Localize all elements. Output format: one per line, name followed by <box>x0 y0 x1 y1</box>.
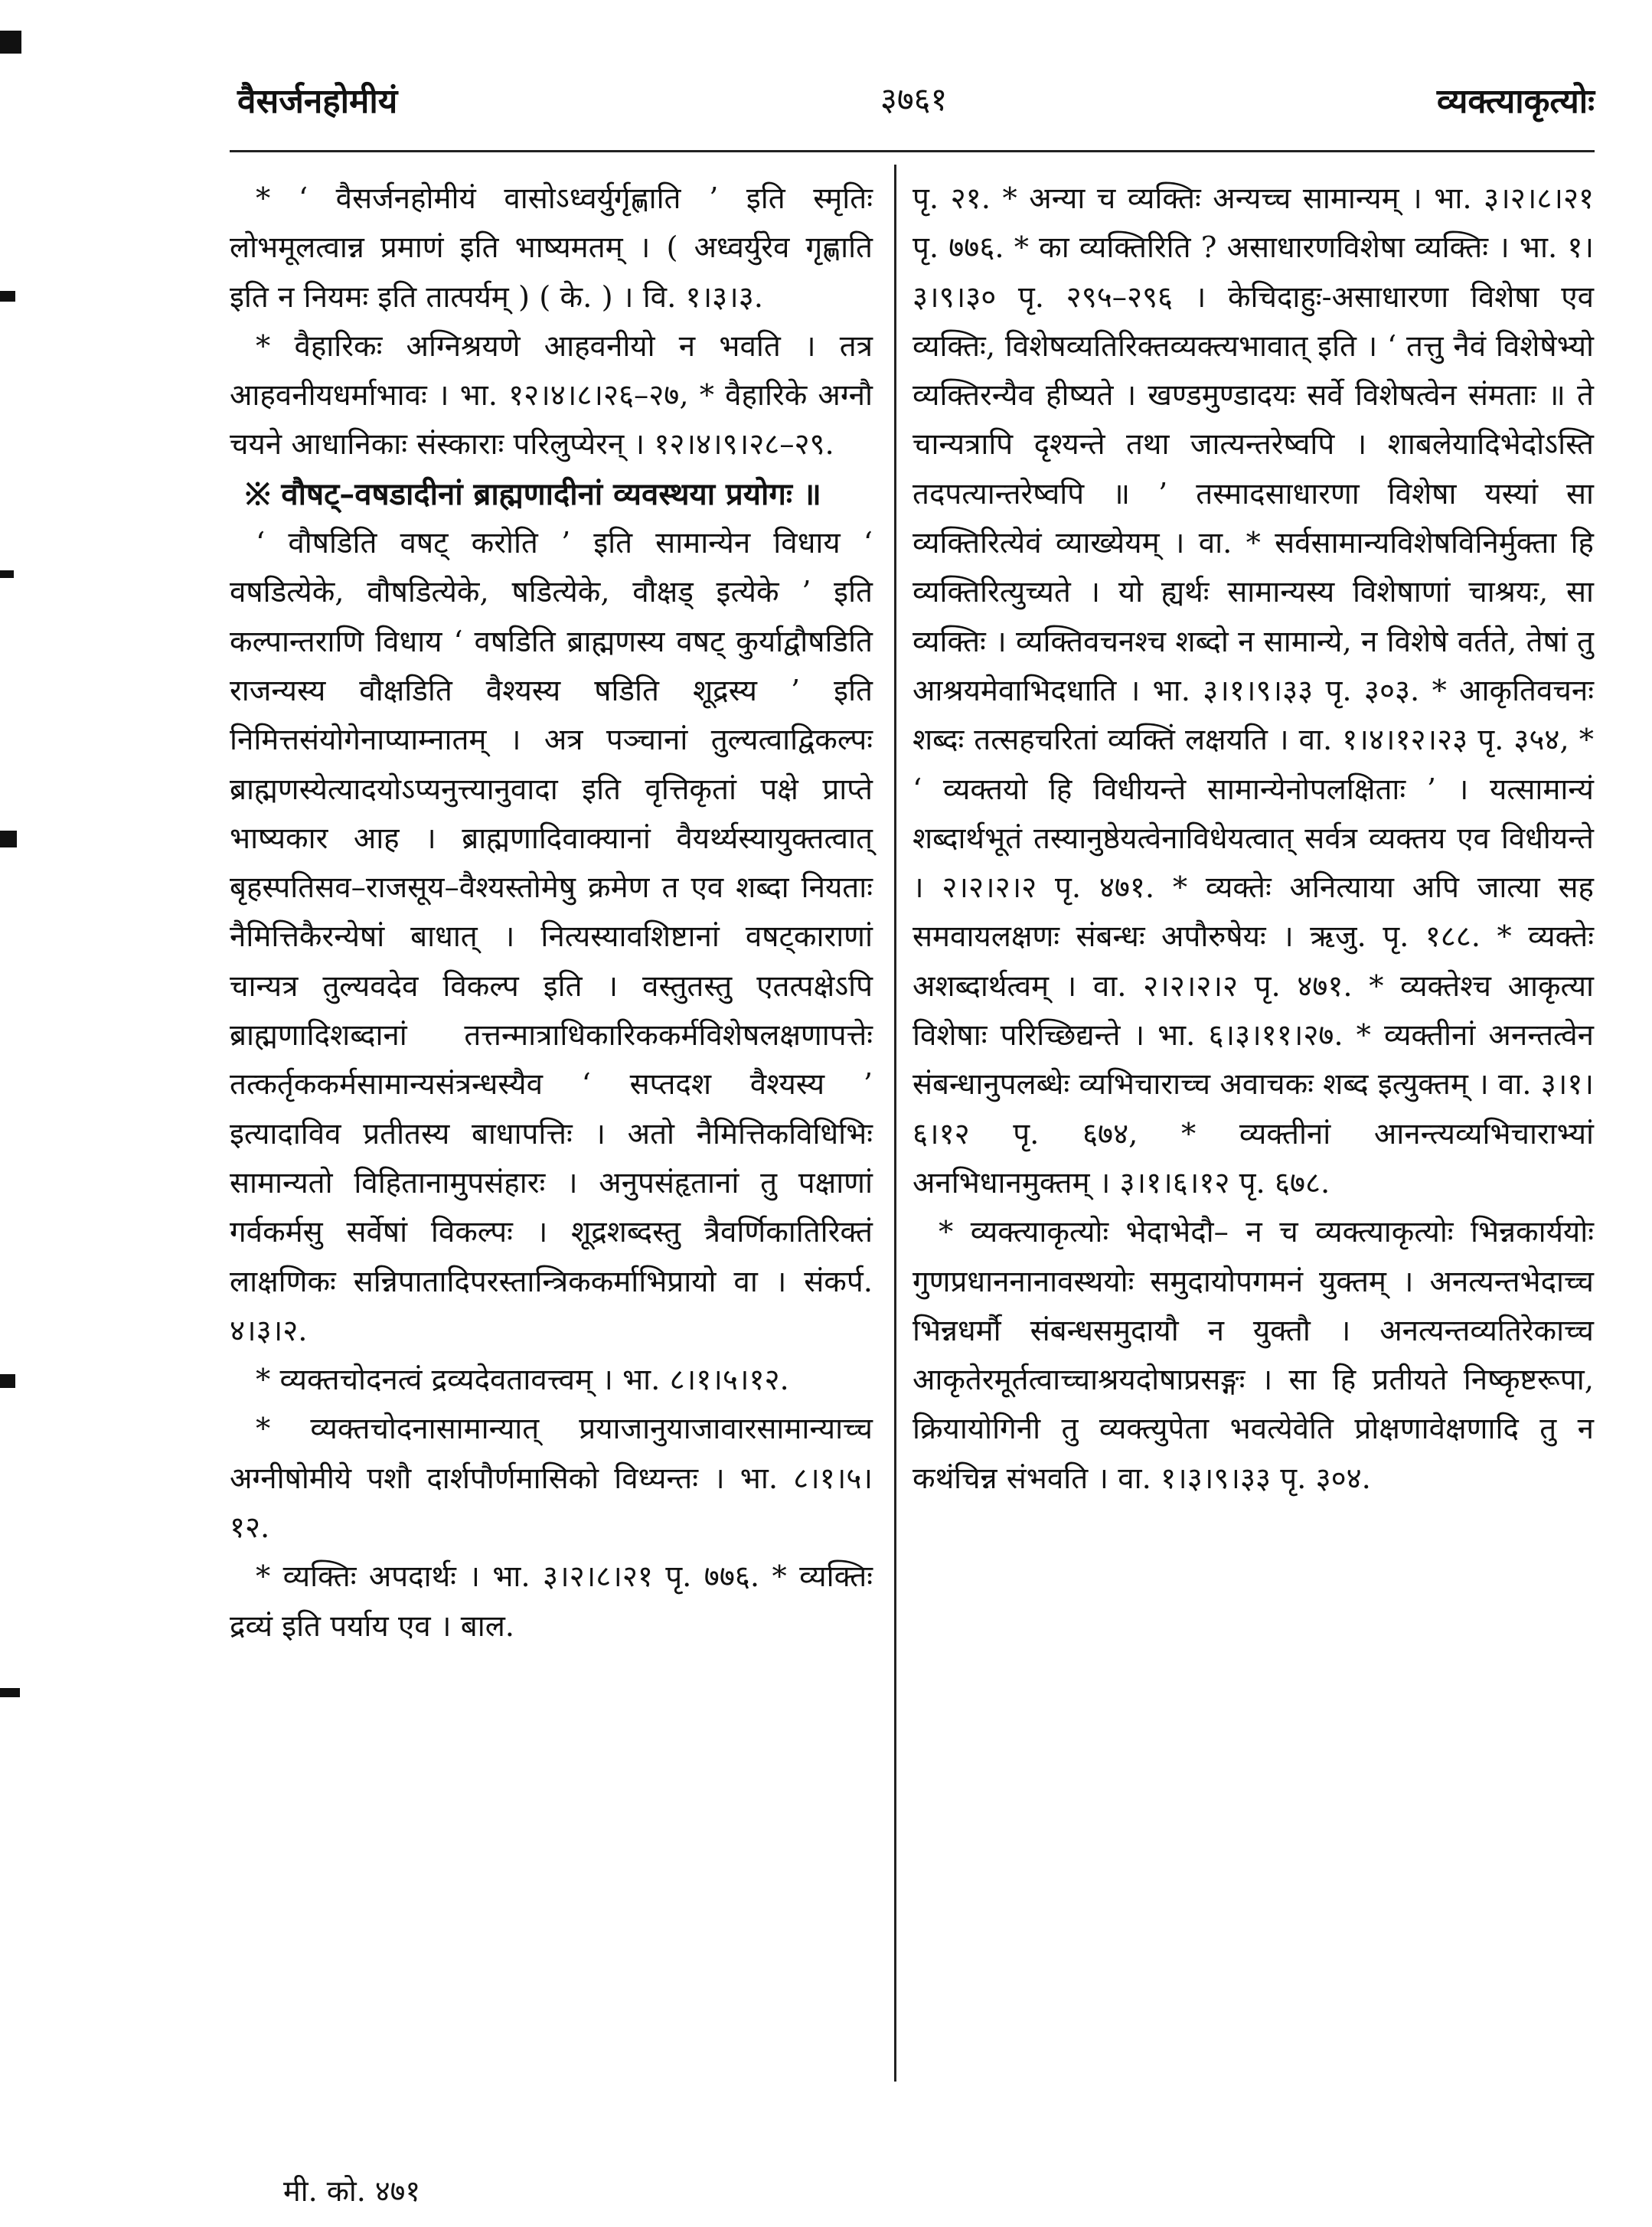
entry-vyaktachodanatvam: * व्यक्तचोदनत्वं द्रव्यदेवतावत्त्वम् । भा. ८।१।५।१२. <box>256 1363 789 1398</box>
entry-vyaktih: * व्यक्तिः अपदार्थः । भा. ३।२।८।२१ पृ. ७७६. * व्यक्तिः द्रव्यं इति पर्याय एव । बाल. <box>230 1559 873 1644</box>
entry-vyaktih-continued: पृ. २१. * अन्या च व्यक्तिः अन्यच्च सामान्यम् । भा. ३।२।८।२१ पृ. ७७६. * का व्यक्तिरिति ? असाधारणविशेषा व्यक्तिः । भा. १।३।९।३० पृ. २९५–२९६ । केचिदाहुः-असाधारणा विशेषा एव व्यक्तिः, विशेषव्यतिरिक्तव्यक्त्यभावात् इति । ‘ तत्तु नैवं विशेषेभ्यो व्यक्तिरन्यैव हीष्यते । खण्डमुण्डादयः सर्वे विशेषत्वेन संमताः ॥ ते चान्यत्रापि दृश्यन्ते तथा जात्यन्तरेष्वपि । शाबलेयादिभेदोऽस्ति तदपत्यान्तरेष्वपि ॥ ’ तस्मादसाधारणा विशेषा यस्यां सा व्यक्तिरित्येवं व्याख्येयम् । वा. * सर्वसामान्यविशेषविनिर्मुक्ता हि व्यक्तिरित्युच्यते । यो ह्यर्थः सामान्यस्य विशेषाणां चाश्रयः, सा व्यक्तिः । व्यक्तिवचनश्च शब्दो न सामान्ये, न विशेषे वर्तते, तेषां तु आश्रयमेवाभिदधाति । भा. ३।१।९।३३ पृ. ३०३. * आकृतिवचनः शब्दः तत्सहचरितां व्यक्तिं लक्षयति । वा. १।४।१२।२३ पृ. ३५४, * ‘ व्यक्तयो हि विधीयन्ते सामान्येनोपलक्षिताः ’ । यत्सामान्यं शब्दार्थभूतं तस्यानुष्ठेयत्वेनाविधेयत्वात् सर्वत्र व्यक्तय एव विधीयन्ते । २।२।२।२ पृ. ४७१. * व्यक्तेः अनित्याया अपि जात्या सह समवायलक्षणः संबन्धः अपौरुषेयः । ऋजु. पृ. १८८. * व्यक्तेः अशब्दार्थत्वम् । वा. २।२।२।२ पृ. ४७१. * व्यक्तेश्च आकृत्या विशेषाः परिच्छिद्यन्ते । भा. ६।३।११।२७. * व्यक्तीनां अनन्तत्वेन संबन्धानुपलब्धेः व्यभिचाराच्च अवाचकः शब्द इत्युक्तम् । वा. ३।१।६।१२ पृ. ६७४, * व्यक्तीनां आनन्त्यव्यभिचाराभ्यां अनभिधानमुक्तम् । ३।१।६।१२ पृ. ६७८. <box>913 181 1594 1200</box>
running-title-left: वैसर्जनहोमीयं <box>237 82 398 121</box>
scan-edge-mark <box>0 570 14 578</box>
column-divider <box>894 165 896 2082</box>
entry-vyaktachodanasamanyat: * व्यक्तचोदनासामान्यात् प्रयाजानुयाजावारसामान्याच्च अग्नीषोमीये पशौ दार्शपौर्णमासिको विध्यन्तः । भा. ८।१।५।१२. <box>230 1412 873 1546</box>
entry-vaiharika: * वैहारिकः अग्निश्रयणे आहवनीयो न भवति । तत्र आहवनीयधर्माभावः । भा. १२।४।८।२६–२७, * वैहारिके अग्नौ चयने आधानिकाः संस्काराः परिलुप्येरन् । १२।४।९।२८–२९. <box>230 328 873 462</box>
scan-edge-mark <box>0 1374 15 1388</box>
scan-edge-mark <box>0 1688 20 1697</box>
running-title-right: व्यक्त्याकृत्योः <box>1436 82 1595 121</box>
header-rule <box>230 150 1595 152</box>
signature-footer: मी. को. ४७१ <box>283 2174 421 2208</box>
entry-vyaktyakrityoh: * व्यक्त्याकृत्योः भेदाभेदौ– न च व्यक्त्याकृत्योः भिन्नकार्ययोः गुणप्रधाननानावस्थयोः समुदायोपगमनं युक्तम् । अनत्यन्तभेदाच्च भिन्नधर्मौ संबन्धसमुदायौ न युक्तौ । अनत्यन्तव्यतिरेकाच्च आकृतेरमूर्तत्वाच्चाश्रयदोषाप्रसङ्गः । सा हि प्रतीयते निष्कृष्टरूपा, क्रियायोगिनी तु व्यक्त्युपेता भवत्येवेति प्रोक्षणावेक्षणादि तु न कथंचिन्न संभवति । वा. १।३।९।३३ पृ. ३०४. <box>913 1215 1594 1496</box>
section-heading-vaushat: ※ वौषट्–वषडादीनां ब्राह्मणादीनां व्यवस्थया प्रयोगः ॥ <box>245 475 821 512</box>
right-column <box>913 175 1594 1504</box>
entry-vaushat-body: ‘ वौषडिति वषट् करोति ’ इति सामान्येन विधाय ‘ वषडित्येके, वौषडित्येके, षडित्येके, वौक्षड् इत्येके ’ इति कल्पान्तराणि विधाय ‘ वषडिति ब्राह्मणस्य वषट् कुर्याद्वौषडिति राजन्यस्य वौक्षडिति वैश्यस्य षडिति शूद्रस्य ’ इति निमित्तसंयोगेनाप्याम्नातम् । अत्र पञ्चानां तुल्यत्वाद्विकल्पः ब्राह्मणस्येत्यादयोऽप्यनुत्त्यानुवादा इति वृत्तिकृतां पक्षे प्राप्ते भाष्यकार आह । ब्राह्मणादिवाक्यानां वैयर्थ्यस्यायुक्तत्वात् बृहस्पतिसव–राजसूय–वैश्यस्तोमेषु क्रमेण त एव शब्दा नियताः नैमित्तिकैरन्येषां बाधात् । नित्यस्यावशिष्टानां वषट्काराणां चान्यत्र तुल्यवदेव विकल्प इति । वस्तुतस्तु एतत्पक्षेऽपि ब्राह्मणादिशब्दानां तत्तन्मात्राधिकारिककर्मविशेषलक्षणापत्तेः तत्कर्तृककर्मसामान्यसंत्रन्धस्यैव ‘ सप्तदश वैश्यस्य ’ इत्यादाविव प्रतीतस्य बाधापत्तिः । अतो नैमित्तिकविधिभिः सामान्यतो विहितानामुपसंहारः । अनुपसंहृतानां तु पक्षाणां गर्वकर्मसु सर्वेषां विकल्पः । शूद्रशब्दस्तु त्रैवर्णिकातिरिक्तं लाक्षणिकः सन्निपातादिपरस्तान्त्रिककर्माभिप्रायो वा । संकर्प. ४।३।२. <box>230 526 873 1348</box>
left-column <box>230 175 873 1651</box>
scan-edge-mark <box>0 831 17 847</box>
scan-edge-mark <box>0 291 15 302</box>
scan-edge-mark <box>0 31 21 54</box>
entry-vaisarjanahomiyam: * ‘ वैसर्जनहोमीयं वासोऽध्वर्युर्गृह्णाति ’ इति स्मृतिः लोभमूलत्वान्न प्रमाणं इति भाष्यमतम् । ( अध्वर्युरेव गृह्णाति इति न नियमः इति तात्पर्यम् ) ( के. ) । वि. १।३।३. <box>230 181 873 315</box>
page-number: ३७६१ <box>880 80 948 118</box>
page-header <box>222 77 1595 130</box>
